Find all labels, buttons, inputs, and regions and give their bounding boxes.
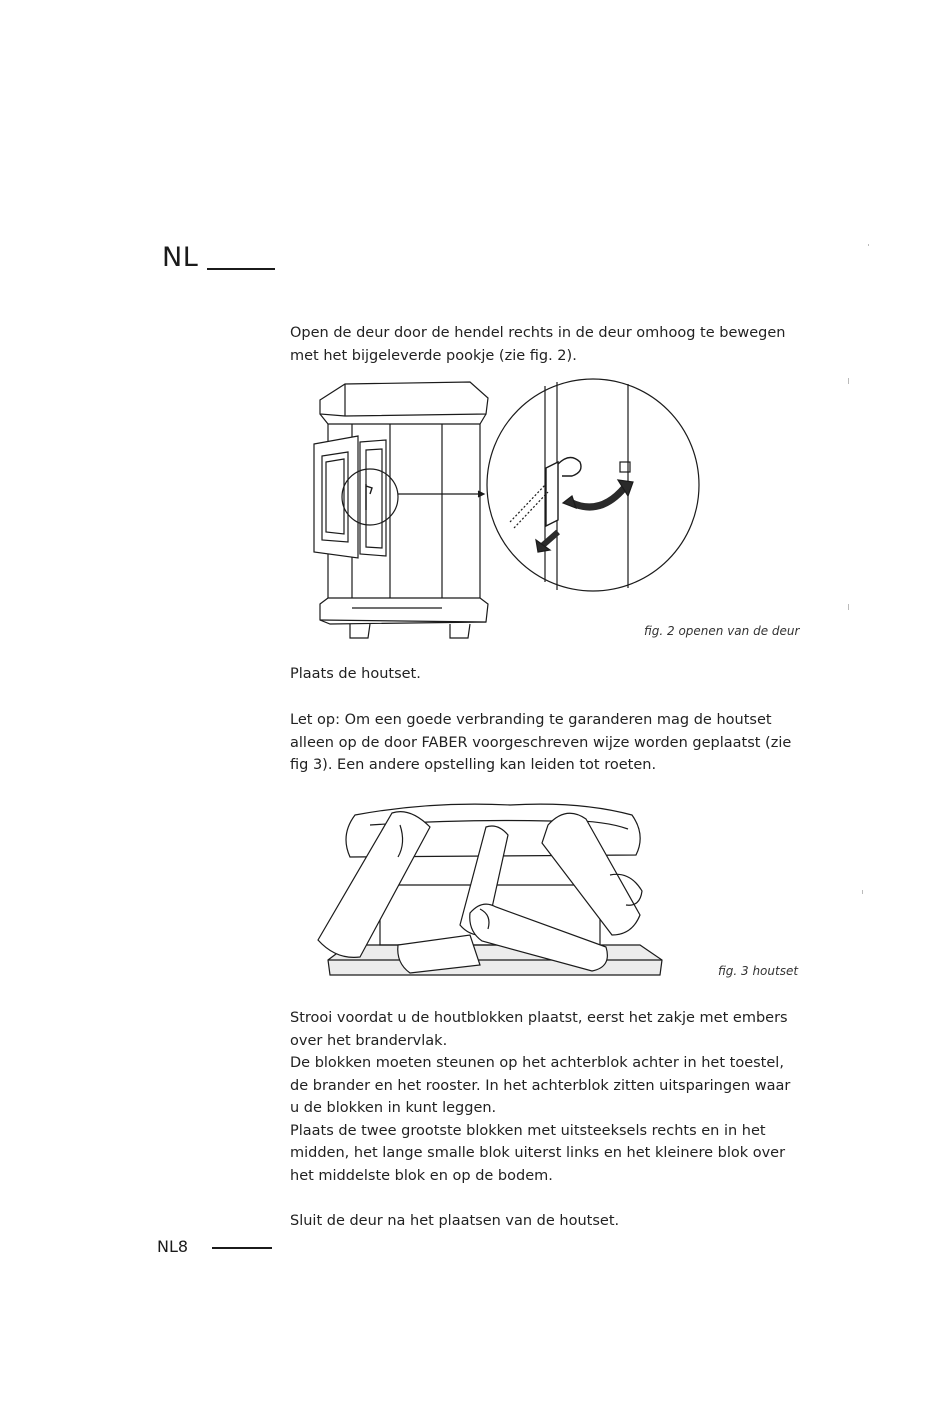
page-number: NL8 — [157, 1237, 189, 1256]
scan-speck — [848, 604, 849, 610]
footer-rule — [212, 1247, 272, 1249]
figure-3-logset-illustration — [310, 795, 670, 985]
scan-speck — [862, 890, 863, 894]
scan-speck — [848, 378, 849, 384]
place-logset-paragraph: Plaats de houtset. — [290, 666, 421, 682]
header-rule — [207, 268, 275, 270]
figure-3-caption: fig. 3 houtset — [718, 964, 799, 978]
figure-2-stove-door-illustration — [300, 372, 720, 652]
warning-paragraph: Let op: Om een goede verbranding te garanderen mag de houtset alleen op de door FABER voorgeschreven wijze worden geplaatst (zie fig 3). Een andere opstelling kan leiden tot roeten. — [290, 712, 792, 773]
instructions-paragraph: Strooi voordat u de houtblokken plaatst, eerst het zakje met embers over het brandervlak. De blokken moeten steunen op het achterblok achter in het toestel, de brander en het rooster. In het achterblok zitten uitsparingen waar u de blokken in kunt leggen. Plaats de twee grootste blokken met uitsteeksels rechts en in het midden, het lange smalle blok uiterst links en het kleinere blok over het middelste blok en op de bodem. — [290, 1010, 791, 1184]
language-marker: NL — [162, 242, 199, 273]
closing-paragraph: Sluit de deur na het plaatsen van de houtset. — [290, 1213, 620, 1229]
figure-2-caption: fig. 2 openen van de deur — [644, 624, 800, 638]
scan-speck — [868, 244, 869, 246]
intro-paragraph: Open de deur door de hendel rechts in de deur omhoog te bewegen met het bijgeleverde pookje (zie fig. 2). — [290, 325, 786, 364]
